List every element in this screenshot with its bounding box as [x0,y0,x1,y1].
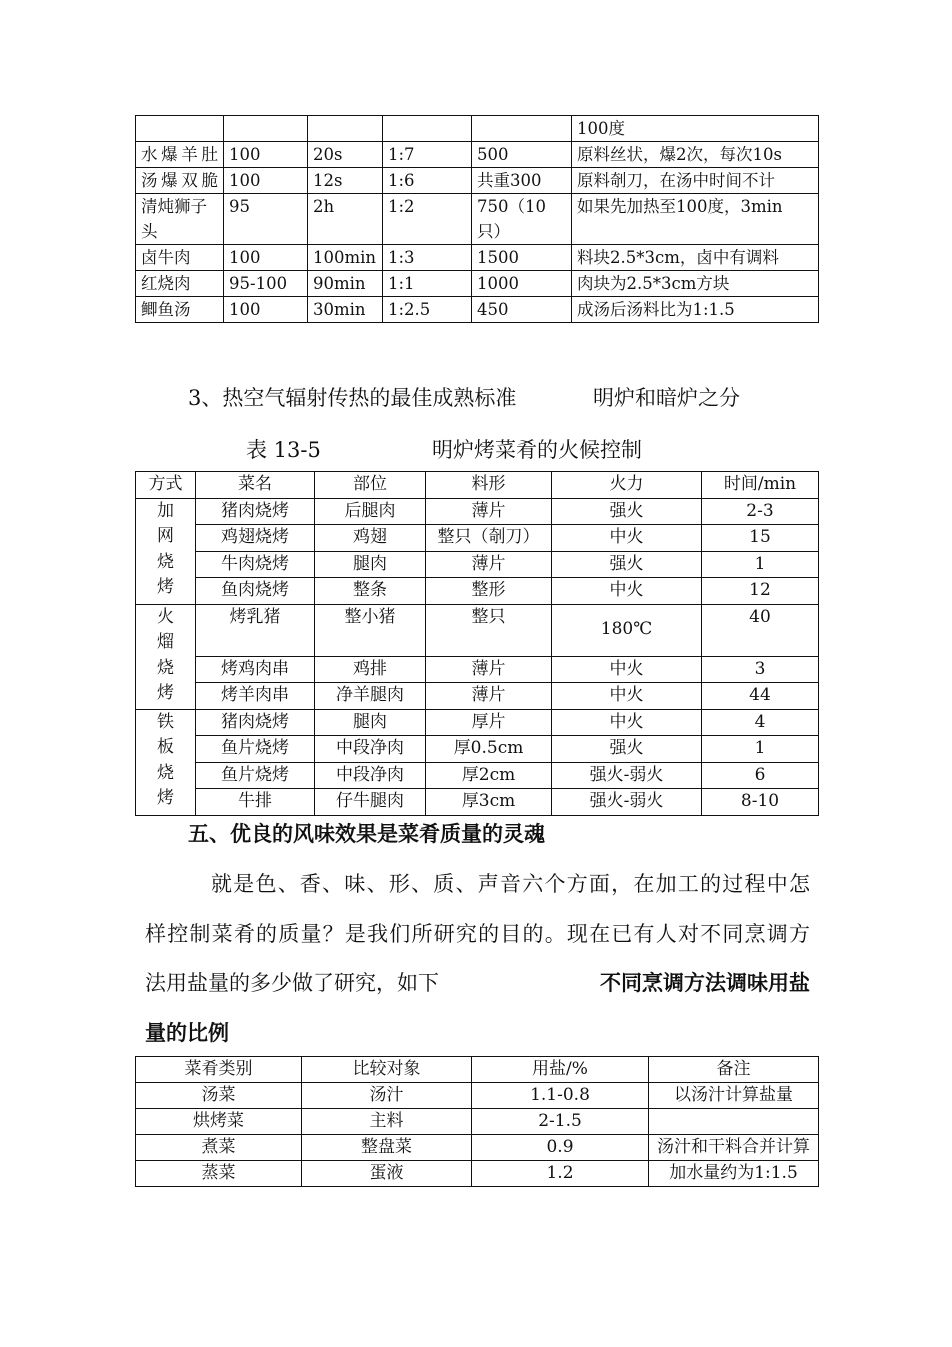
column-header: 菜肴类别 [136,1057,302,1083]
table-cell: 肉块为2.5*3cm方块 [572,271,819,297]
table-cell: 共重300 [472,168,572,194]
table-cell: 1.1-0.8 [472,1083,649,1109]
table-cell [224,116,308,142]
table-row [136,656,819,683]
column-header: 备注 [649,1057,819,1083]
table-row [136,1109,819,1135]
table-cell: 腿肉 [315,551,426,578]
table-row [136,297,819,323]
table-cell: 1:6 [383,168,472,194]
table-cell: 厚3cm [426,789,552,816]
table-cell: 鸡翅烧烤 [196,525,315,552]
table-cell [308,116,383,142]
cooking-parameters-table [135,115,819,323]
table-cell: 1:2.5 [383,297,472,323]
grill-heat-control-table [135,471,819,816]
table-cell: 红烧肉 [136,271,224,297]
table-cell [649,1109,819,1135]
section3-subheading: 明炉和暗炉之分 [593,386,740,410]
table-cell: 汤汁和干料合并计算 [649,1135,819,1161]
table-cell: 水爆羊肚 [136,142,224,168]
table3-title-part2: 量的比例 [145,1020,229,1045]
table-row [136,1161,819,1187]
table-cell: 原料剞刀，在汤中时间不计 [572,168,819,194]
table-row [136,194,819,245]
table-cell: 猪肉烧烤 [196,498,315,525]
table-cell: 猪肉烧烤 [196,709,315,736]
table-row [136,683,819,710]
table-header-row [136,1057,819,1083]
column-header: 用盐/% [472,1057,649,1083]
section3-heading: 3、热空气辐射传热的最佳成熟标准 [188,386,517,410]
table-cell: 成汤后汤料比为1:1.5 [572,297,819,323]
paragraph-line-2: 样控制菜肴的质量？是我们所研究的目的。现在已有人对不同烹调方 [145,922,810,946]
table-cell: 整小猪 [315,604,426,656]
table-cell: 95 [224,194,308,245]
table-cell: 中火 [552,656,702,683]
method-cell: 火熘烧烤 [136,604,196,709]
table-cell: 6 [702,762,819,789]
table-cell: 厚片 [426,709,552,736]
table-cell: 1 [702,551,819,578]
table-header-row [136,472,819,499]
table-cell: 蛋液 [302,1161,472,1187]
table-cell: 鱼片烧烤 [196,762,315,789]
section5-heading: 五、优良的风味效果是菜肴质量的灵魂 [188,821,545,846]
table-cell: 鲫鱼汤 [136,297,224,323]
table-row [136,271,819,297]
table-cell: 薄片 [426,656,552,683]
table-cell: 薄片 [426,551,552,578]
table-cell: 中火 [552,683,702,710]
table-cell: 卤牛肉 [136,245,224,271]
method-cell: 加网烧烤 [136,498,196,604]
table-cell: 牛排 [196,789,315,816]
table-cell: 0.9 [472,1135,649,1161]
table-cell [472,116,572,142]
column-header: 料形 [426,472,552,499]
table-cell: 强火-弱火 [552,762,702,789]
table-cell: 腿肉 [315,709,426,736]
table-row [136,604,819,656]
table-cell: 100 [224,142,308,168]
table-row [136,525,819,552]
table-cell: 1:2 [383,194,472,245]
table-cell: 1:3 [383,245,472,271]
table-row [136,168,819,194]
table-cell: 500 [472,142,572,168]
table-cell: 中段净肉 [315,736,426,763]
table-cell: 100min [308,245,383,271]
table-cell: 20s [308,142,383,168]
table-cell: 100度 [572,116,819,142]
table-cell: 12s [308,168,383,194]
table-cell: 烘烤菜 [136,1109,302,1135]
table-cell: 2-3 [702,498,819,525]
table-row [136,1135,819,1161]
table-cell: 如果先加热至100度，3min [572,194,819,245]
table2-caption-title: 明炉烤菜肴的火候控制 [432,438,642,462]
table-cell: 原料丝状，爆2次，每次10s [572,142,819,168]
table-cell: 750（10只） [472,194,572,245]
table-cell: 烤鸡肉串 [196,656,315,683]
table-cell: 1500 [472,245,572,271]
table-cell: 整只 [426,604,552,656]
table-cell: 8-10 [702,789,819,816]
table-cell: 净羊腿肉 [315,683,426,710]
table-cell: 后腿肉 [315,498,426,525]
table-cell: 强火 [552,736,702,763]
table-cell: 1:7 [383,142,472,168]
table-cell: 烤羊肉串 [196,683,315,710]
table-cell: 中火 [552,709,702,736]
table-cell: 烤乳猪 [196,604,315,656]
table-cell: 煮菜 [136,1135,302,1161]
paragraph-text: 法用盐量的多少做了研究，如下 [145,971,439,995]
table-cell [383,116,472,142]
column-header: 菜名 [196,472,315,499]
table-cell: 95-100 [224,271,308,297]
table-cell: 100 [224,297,308,323]
table-cell: 1 [702,736,819,763]
table-cell: 中段净肉 [315,762,426,789]
table-cell: 鱼片烧烤 [196,736,315,763]
table-cell: 15 [702,525,819,552]
table-cell: 整形 [426,578,552,605]
table-cell: 2h [308,194,383,245]
table-cell: 整盘菜 [302,1135,472,1161]
table-row [136,789,819,816]
table-cell: 2-1.5 [472,1109,649,1135]
table-cell: 强火-弱火 [552,789,702,816]
table-cell: 4 [702,709,819,736]
table-cell: 30min [308,297,383,323]
table-row [136,736,819,763]
table-cell: 主料 [302,1109,472,1135]
table-row [136,498,819,525]
table-row [136,245,819,271]
table-cell: 100 [224,168,308,194]
table-cell: 蒸菜 [136,1161,302,1187]
table-cell: 450 [472,297,572,323]
table-row [136,578,819,605]
table-row [136,762,819,789]
table-cell: 牛肉烧烤 [196,551,315,578]
table-cell: 汤菜 [136,1083,302,1109]
table-cell: 强火 [552,551,702,578]
table-cell: 中火 [552,525,702,552]
table-cell: 薄片 [426,498,552,525]
table-cell [136,116,224,142]
table-row [136,551,819,578]
table-cell: 整条 [315,578,426,605]
column-header: 部位 [315,472,426,499]
column-header: 方式 [136,472,196,499]
table-cell: 90min [308,271,383,297]
table-cell: 鸡排 [315,656,426,683]
table-cell: 汤汁 [302,1083,472,1109]
table-cell: 中火 [552,578,702,605]
table-cell: 仔牛腿肉 [315,789,426,816]
table3-title-part1: 不同烹调方法调味用盐 [600,970,810,995]
column-header: 火力 [552,472,702,499]
table-cell: 厚2cm [426,762,552,789]
table-cell: 强火 [552,498,702,525]
column-header: 时间/min [702,472,819,499]
table-cell: 料块2.5*3cm，卤中有调料 [572,245,819,271]
table-cell: 鱼肉烧烤 [196,578,315,605]
paragraph-line-1: 就是色、香、味、形、质、声音六个方面，在加工的过程中怎 [211,872,810,896]
table-cell: 44 [702,683,819,710]
table-cell: 厚0.5cm [426,736,552,763]
paragraph-line-3 [145,967,810,997]
salt-ratio-table [135,1056,819,1187]
table-cell: 1:1 [383,271,472,297]
table-cell: 汤爆双脆 [136,168,224,194]
column-header: 比较对象 [302,1057,472,1083]
table-cell: 180℃ [552,604,702,656]
table-row [136,116,819,142]
table2-caption-number: 表 13-5 [246,438,321,462]
table-cell: 100 [224,245,308,271]
table-cell: 加水量约为1:1.5 [649,1161,819,1187]
table-cell: 3 [702,656,819,683]
table-cell: 1.2 [472,1161,649,1187]
method-cell: 铁板烧烤 [136,709,196,815]
table-cell: 清炖狮子头 [136,194,224,245]
table-row [136,1083,819,1109]
table-cell: 薄片 [426,683,552,710]
table-cell: 整只（剞刀） [426,525,552,552]
table-cell: 1000 [472,271,572,297]
table-cell: 12 [702,578,819,605]
table-cell: 40 [702,604,819,656]
table-row [136,142,819,168]
table-cell: 鸡翅 [315,525,426,552]
table-row [136,709,819,736]
table-cell: 以汤汁计算盐量 [649,1083,819,1109]
